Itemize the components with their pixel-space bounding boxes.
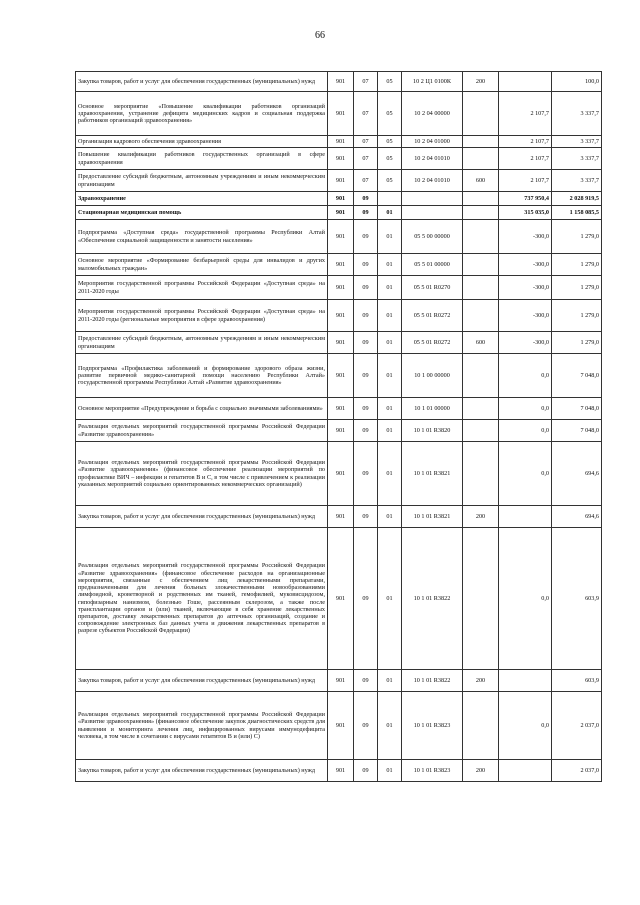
table-row — [76, 192, 602, 206]
cell-expense-type — [463, 136, 499, 148]
cell-target-article: 10 1 01 R3822 — [402, 670, 463, 692]
cell-amount-change: -300,0 — [499, 254, 552, 276]
cell-vedomstvo: 901 — [328, 192, 354, 206]
cell-amount-total: 2 028 919,5 — [552, 192, 602, 206]
row-name: Закупка товаров, работ и услуг для обеспечения государственных (муниципальных) нужд — [76, 670, 328, 692]
cell-vedomstvo: 901 — [328, 148, 354, 170]
cell-amount-total: 694,6 — [552, 506, 602, 528]
cell-vedomstvo: 901 — [328, 92, 354, 136]
cell-podrazdel: 05 — [378, 136, 402, 148]
table-row — [76, 398, 602, 420]
cell-vedomstvo: 901 — [328, 206, 354, 220]
row-name: Основное мероприятие «Повышение квалификации работников организаций здравоохранения, устранение дефицита медицинских кадров и социальная поддержка работников организаций здравоохранения» — [76, 92, 328, 136]
cell-amount-change: 0,0 — [499, 354, 552, 398]
cell-amount-total: 1 279,0 — [552, 300, 602, 332]
cell-expense-type — [463, 254, 499, 276]
cell-target-article — [402, 192, 463, 206]
cell-target-article: 10 1 01 R3821 — [402, 442, 463, 506]
cell-expense-type — [463, 692, 499, 760]
cell-podrazdel — [378, 192, 402, 206]
cell-amount-change: 2 107,7 — [499, 92, 552, 136]
table-row — [76, 760, 602, 782]
cell-amount-total: 1 279,0 — [552, 254, 602, 276]
row-name: Закупка товаров, работ и услуг для обеспечения государственных (муниципальных) нужд — [76, 72, 328, 92]
row-name: Предоставление субсидий бюджетным, автономным учреждениям и иным некоммерческим организациям — [76, 170, 328, 192]
cell-podrazdel: 01 — [378, 254, 402, 276]
table-row — [76, 276, 602, 300]
table-row — [76, 92, 602, 136]
cell-target-article: 05 5 01 00000 — [402, 254, 463, 276]
cell-amount-total: 2 037,0 — [552, 760, 602, 782]
cell-amount-change — [499, 72, 552, 92]
cell-vedomstvo: 901 — [328, 72, 354, 92]
cell-target-article — [402, 206, 463, 220]
cell-podrazdel: 01 — [378, 692, 402, 760]
cell-expense-type — [463, 92, 499, 136]
cell-podrazdel: 01 — [378, 398, 402, 420]
cell-podrazdel: 01 — [378, 354, 402, 398]
cell-amount-change — [499, 760, 552, 782]
cell-vedomstvo: 901 — [328, 300, 354, 332]
cell-expense-type: 200 — [463, 72, 499, 92]
cell-target-article: 10 1 00 00000 — [402, 354, 463, 398]
cell-amount-change: 2 107,7 — [499, 136, 552, 148]
cell-target-article: 10 1 01 R3821 — [402, 506, 463, 528]
cell-expense-type — [463, 398, 499, 420]
cell-amount-total: 3 337,7 — [552, 170, 602, 192]
cell-podrazdel: 01 — [378, 332, 402, 354]
row-name: Закупка товаров, работ и услуг для обеспечения государственных (муниципальных) нужд — [76, 760, 328, 782]
cell-razdel: 09 — [354, 670, 378, 692]
cell-razdel: 07 — [354, 72, 378, 92]
cell-razdel: 09 — [354, 442, 378, 506]
cell-vedomstvo: 901 — [328, 760, 354, 782]
row-name: Подпрограмма «Доступная среда» государственной программы Республики Алтай «Обеспечение социальной защищенности и занятости населения» — [76, 220, 328, 254]
cell-vedomstvo: 901 — [328, 506, 354, 528]
cell-amount-change: 0,0 — [499, 420, 552, 442]
cell-amount-change — [499, 670, 552, 692]
cell-amount-change: -300,0 — [499, 220, 552, 254]
row-name: Повышение квалификации работников государственных организаций в сфере здравоохранения — [76, 148, 328, 170]
cell-amount-change: 0,0 — [499, 528, 552, 670]
row-name: Основное мероприятие «Предупреждение и борьба с социально значимыми заболеваниями» — [76, 398, 328, 420]
cell-podrazdel: 01 — [378, 220, 402, 254]
table-row — [76, 220, 602, 254]
cell-razdel: 09 — [354, 528, 378, 670]
cell-amount-total: 694,6 — [552, 442, 602, 506]
cell-target-article: 10 2 04 00000 — [402, 92, 463, 136]
cell-podrazdel: 01 — [378, 206, 402, 220]
cell-expense-type — [463, 420, 499, 442]
cell-razdel: 09 — [354, 332, 378, 354]
cell-razdel: 09 — [354, 398, 378, 420]
cell-razdel: 09 — [354, 206, 378, 220]
cell-vedomstvo: 901 — [328, 332, 354, 354]
table-row — [76, 72, 602, 92]
row-name: Закупка товаров, работ и услуг для обеспечения государственных (муниципальных) нужд — [76, 506, 328, 528]
cell-amount-total: 2 037,0 — [552, 692, 602, 760]
cell-vedomstvo: 901 — [328, 354, 354, 398]
cell-amount-change: 2 107,7 — [499, 170, 552, 192]
table-row — [76, 354, 602, 398]
cell-target-article: 10 2 04 01000 — [402, 136, 463, 148]
cell-target-article: 10 2 04 01010 — [402, 148, 463, 170]
table-row — [76, 254, 602, 276]
table-row — [76, 170, 602, 192]
cell-expense-type — [463, 354, 499, 398]
cell-amount-change: -300,0 — [499, 276, 552, 300]
cell-amount-total: 7 048,0 — [552, 354, 602, 398]
cell-target-article: 10 1 01 R3822 — [402, 528, 463, 670]
cell-target-article: 10 1 01 R3820 — [402, 420, 463, 442]
cell-target-article: 10 1 01 R3823 — [402, 692, 463, 760]
row-name: Реализация отдельных мероприятий государственной программы Российской Федерации «Развитие здравоохранения» (финансовое обеспечение реализации мероприятий по профилактике ВИЧ – инфекции и гепатитов В и С, в том числе с привлечением к реализации указанных мероприятий социально ориентированных некоммерческих организаций) — [76, 442, 328, 506]
cell-vedomstvo: 901 — [328, 136, 354, 148]
cell-expense-type — [463, 528, 499, 670]
cell-amount-change: 737 950,4 — [499, 192, 552, 206]
row-name: Реализация отдельных мероприятий государственной программы Российской Федерации «Развитие здравоохранения» — [76, 420, 328, 442]
row-name: Реализация отдельных мероприятий государственной программы Российской Федерации «Развитие здравоохранения» (финансовое обеспечение расходов на организационные мероприятия, связанные с обеспечением лиц лекарственными препаратами, предназначенными для лечения больных злокачественными новообразованиями лимфоидной, кроветворной и родственных им тканей, гемофилией, муковисцидозом, гипофизарным нанизмом, болезнью Гоше, рассеянным склерозом, а также после трансплантации органов и (или) тканей, включающие в себя хранение лекарственных препаратов, доставку лекарственных препаратов до аптечных организаций, создание и сопровождение электронных баз данных учета и движения лекарственных препаратов в разрезе субъектов Российской Федерации) — [76, 528, 328, 670]
cell-razdel: 07 — [354, 92, 378, 136]
cell-podrazdel: 05 — [378, 92, 402, 136]
cell-podrazdel: 01 — [378, 506, 402, 528]
cell-vedomstvo: 901 — [328, 398, 354, 420]
table-row — [76, 300, 602, 332]
cell-expense-type — [463, 300, 499, 332]
row-name: Здравоохранение — [76, 192, 328, 206]
cell-podrazdel: 05 — [378, 72, 402, 92]
cell-amount-total: 603,9 — [552, 528, 602, 670]
cell-amount-total: 7 048,0 — [552, 420, 602, 442]
table-row — [76, 692, 602, 760]
cell-vedomstvo: 901 — [328, 670, 354, 692]
cell-expense-type — [463, 276, 499, 300]
cell-amount-total: 1 279,0 — [552, 220, 602, 254]
cell-amount-total: 1 279,0 — [552, 332, 602, 354]
cell-amount-total: 7 048,0 — [552, 398, 602, 420]
cell-expense-type: 200 — [463, 506, 499, 528]
cell-amount-total: 603,9 — [552, 670, 602, 692]
cell-target-article: 05 5 01 R0272 — [402, 332, 463, 354]
cell-amount-total: 3 337,7 — [552, 136, 602, 148]
cell-expense-type: 200 — [463, 670, 499, 692]
row-name: Мероприятия государственной программы Российской Федерации «Доступная среда» на 2011-2020 годы — [76, 276, 328, 300]
cell-razdel: 07 — [354, 170, 378, 192]
row-name: Подпрограмма «Профилактика заболеваний и формирование здорового образа жизни, развитие первичной медико-санитарной помощи населению Республики Алтай» государственной программы Республики Алтай «Развитие здравоохранения» — [76, 354, 328, 398]
cell-target-article: 05 5 00 00000 — [402, 220, 463, 254]
cell-vedomstvo: 901 — [328, 442, 354, 506]
cell-podrazdel: 01 — [378, 276, 402, 300]
table-row — [76, 136, 602, 148]
row-name: Мероприятия государственной программы Российской Федерации «Доступная среда» на 2011-2020 годы (региональные мероприятия в сфере здравоохранения) — [76, 300, 328, 332]
cell-amount-total: 3 337,7 — [552, 92, 602, 136]
cell-razdel: 09 — [354, 354, 378, 398]
cell-amount-total: 3 337,7 — [552, 148, 602, 170]
cell-razdel: 07 — [354, 148, 378, 170]
cell-target-article: 10 2 Ц1 0100К — [402, 72, 463, 92]
cell-razdel: 09 — [354, 192, 378, 206]
cell-podrazdel: 01 — [378, 420, 402, 442]
cell-amount-change: 0,0 — [499, 442, 552, 506]
cell-razdel: 09 — [354, 300, 378, 332]
cell-target-article: 10 1 01 R3823 — [402, 760, 463, 782]
table-row — [76, 528, 602, 670]
cell-expense-type — [463, 148, 499, 170]
cell-expense-type — [463, 192, 499, 206]
cell-podrazdel: 01 — [378, 300, 402, 332]
cell-razdel: 09 — [354, 506, 378, 528]
cell-amount-total: 1 158 085,5 — [552, 206, 602, 220]
cell-podrazdel: 05 — [378, 148, 402, 170]
cell-razdel: 07 — [354, 136, 378, 148]
cell-amount-change — [499, 506, 552, 528]
table-row — [76, 442, 602, 506]
cell-podrazdel: 01 — [378, 670, 402, 692]
cell-expense-type: 600 — [463, 332, 499, 354]
table-row — [76, 420, 602, 442]
row-name: Стационарная медицинская помощь — [76, 206, 328, 220]
cell-expense-type: 200 — [463, 760, 499, 782]
cell-razdel: 09 — [354, 220, 378, 254]
page-number: 66 — [315, 30, 325, 41]
cell-vedomstvo: 901 — [328, 420, 354, 442]
table-row — [76, 332, 602, 354]
cell-target-article: 05 5 01 R0270 — [402, 276, 463, 300]
cell-amount-change: -300,0 — [499, 332, 552, 354]
cell-amount-change: -300,0 — [499, 300, 552, 332]
row-name: Организация кадрового обеспечения здравоохранения — [76, 136, 328, 148]
cell-target-article: 10 1 01 00000 — [402, 398, 463, 420]
table-row — [76, 148, 602, 170]
cell-podrazdel: 01 — [378, 760, 402, 782]
cell-vedomstvo: 901 — [328, 528, 354, 670]
cell-vedomstvo: 901 — [328, 692, 354, 760]
cell-target-article: 05 5 01 R0272 — [402, 300, 463, 332]
row-name: Предоставление субсидий бюджетным, автономным учреждениям и иным некоммерческим организациям — [76, 332, 328, 354]
table-row — [76, 506, 602, 528]
cell-vedomstvo: 901 — [328, 170, 354, 192]
cell-expense-type — [463, 220, 499, 254]
cell-amount-total: 1 279,0 — [552, 276, 602, 300]
cell-amount-change: 0,0 — [499, 692, 552, 760]
cell-podrazdel: 05 — [378, 170, 402, 192]
cell-amount-total: 100,0 — [552, 72, 602, 92]
cell-amount-change: 2 107,7 — [499, 148, 552, 170]
cell-razdel: 09 — [354, 420, 378, 442]
row-name: Реализация отдельных мероприятий государственной программы Российской Федерации «Развитие здравоохранения» (финансовое обеспечение закупок диагностических средств для выявления и мониторинга лечения лиц, инфицированных вирусами иммунодефицита человека, в том числе в сочетании с вирусами гепатитов В и (или) С) — [76, 692, 328, 760]
cell-target-article: 10 2 04 01010 — [402, 170, 463, 192]
cell-amount-change: 315 035,0 — [499, 206, 552, 220]
cell-amount-change: 0,0 — [499, 398, 552, 420]
budget-table — [75, 71, 602, 782]
cell-razdel: 09 — [354, 254, 378, 276]
cell-podrazdel: 01 — [378, 442, 402, 506]
row-name: Основное мероприятие «Формирование безбарьерной среды для инвалидов и других маломобильных граждан» — [76, 254, 328, 276]
cell-vedomstvo: 901 — [328, 220, 354, 254]
cell-expense-type: 600 — [463, 170, 499, 192]
cell-vedomstvo: 901 — [328, 276, 354, 300]
table-body — [76, 72, 602, 782]
cell-expense-type — [463, 206, 499, 220]
cell-razdel: 09 — [354, 760, 378, 782]
cell-vedomstvo: 901 — [328, 254, 354, 276]
table-row — [76, 206, 602, 220]
cell-podrazdel: 01 — [378, 528, 402, 670]
table-row — [76, 670, 602, 692]
cell-razdel: 09 — [354, 276, 378, 300]
cell-razdel: 09 — [354, 692, 378, 760]
cell-expense-type — [463, 442, 499, 506]
